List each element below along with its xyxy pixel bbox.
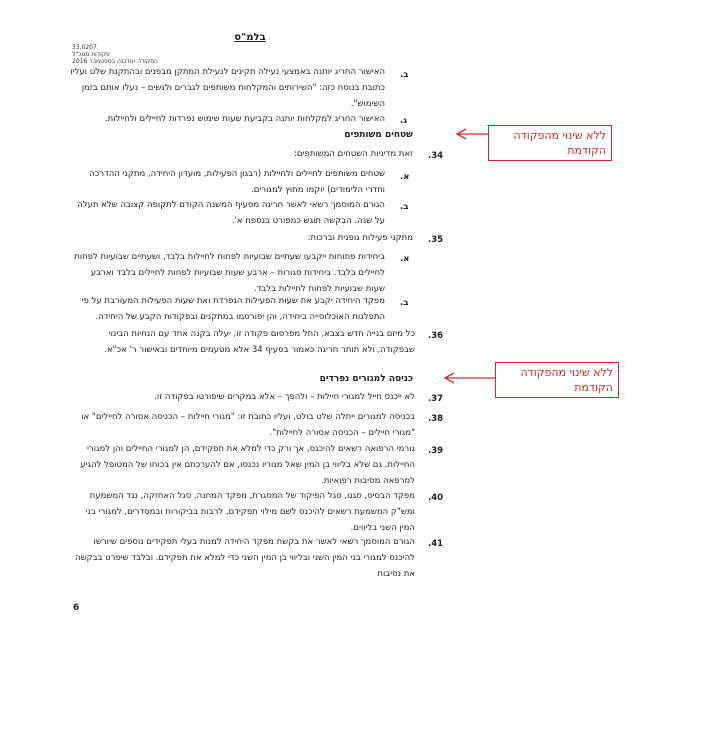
- order-series: פקודות מטכ"ל: [72, 51, 110, 58]
- page-number: 6: [73, 603, 80, 613]
- update-note: הפקודה עודכנה בספטמבר 2016: [72, 58, 158, 65]
- section-text: בכניסה למגורים ייתלה שלט בולט, ועליו כתובת זו: "מגורי חיילות – הכניסה אסורה לחיילים" או "מגורי חיילים – הכניסה אסורה לחיילות".: [81, 412, 415, 438]
- section-text: הגורם המוסמך רשאי לאשר חריגה מסעיף המשנה הקודם לתקופה קצובה שלא תעלה על שנה. הבקשה תוגש כמפורט בנספח א'.: [77, 200, 385, 226]
- section-marker: .א: [400, 254, 410, 264]
- section-marker: .א: [400, 172, 410, 182]
- section-heading: שטחים משותפים: [344, 130, 413, 140]
- section-marker: .40: [428, 493, 444, 503]
- section-text: גורמי הרפואה רשאים להיכנס, אך ורק כדי למלא את תפקידם, הן למגורי החיילים והן למגורי החיילות, גם שלא בליווי בן המין שאל מגוריו נכנסו, אם להערכתם אין בכוחו של המטופל להגיע למרפאה מסיבות רפואיות.: [80, 444, 415, 486]
- section-marker: .41: [428, 539, 444, 549]
- section-text: האישור החריג למקלחות יותנה בקביעת שעות שימוש נפרדות לחיילים ולחיילות.: [104, 114, 385, 124]
- section-text: שטחים משותפים לחיילים ולחיילות (רבגון הפעילות, מועדון היחידה, מתקני ההדרכה וחדרי הלימודים) יוקמו מחוץ למגורים.: [89, 169, 385, 195]
- section-text: זאת מדיניות השטחים המשותפים:: [294, 149, 413, 159]
- revision-callout: ללא שינוי מהפקודה הקודמת: [495, 362, 619, 398]
- section-text: מתקני פעילות גופנית וברכות:: [307, 233, 413, 243]
- section-marker: .37: [428, 394, 444, 404]
- revision-callout: ללא שינוי מהפקודה הקודמת: [488, 125, 612, 161]
- classification-label: בלמ"ס: [234, 32, 266, 43]
- callout-arrow: [445, 373, 495, 383]
- section-marker: .ב: [400, 298, 409, 308]
- section-marker: .39: [428, 446, 444, 456]
- section-text: האישור החריג יותנה באמצעי נעילה תקינים לנעילת המתקן מבפנים ובהתקנת שלט ועליו כתובת בנוסח כזה: "השירותים והמקלחות משותפים לגברים ולנשים – נעלו אותם בזמן השימוש".: [70, 67, 385, 109]
- section-marker: .ב: [400, 70, 409, 80]
- section-marker: .ג: [400, 116, 408, 126]
- section-text: לא ייכנס חייל למגורי חיילות – ולהפך – אלא במקרים שיפורטו בפקודה זו.: [154, 392, 415, 402]
- order-number: 33.0207: [72, 44, 97, 51]
- section-marker: .34: [428, 151, 444, 161]
- section-text: מפקד הבסיס, סגנו, סגל הפיקוד של המסגרת, מפקד המחנה, סגל האחזקה, נגד המשמעת ומש"ק המשמעת רשאים להיכנס לשם מילוי תפקידם, לרבות בביקורות ובמסדרים, למגורי בני המין השני בליווים.: [85, 491, 415, 533]
- section-marker: .ב: [400, 202, 409, 212]
- section-marker: .36: [428, 331, 444, 341]
- section-heading: כניסה למגורים נפרדים: [319, 374, 413, 384]
- section-text: מפקד היחידה יקבע את שעות הפעילות הנפרדת ואת שעות הפעילות המעורבת על פי התפלגות האוכלוסייה ביחידה, והן יפורסמו במתקנים ובפקודות הקבע של היחידה.: [81, 296, 385, 322]
- section-marker: .35: [428, 235, 444, 245]
- section-text: ביחידות פתוחות ייקבעו שעתיים שבועיות לפחות לחיילות בלבד, ושעתיים שבועיות לפחות לחיילים בלבד. ביחידות סגורות – ארבע שעות שבועיות לפחות לחיילים בלבד וארבע שעות שבועיות לפחות לחיילות בלבד.: [74, 252, 385, 294]
- callout-arrow: [457, 129, 488, 139]
- section-marker: .38: [428, 414, 444, 424]
- section-text: הגורם המוסמך רשאי לאשר את בקשת מפקד היחידה למנות בעלי תפקידים נוספים שיורשו להיכנס למגורי בני המין השני ובליווי בן המין השני כדי למלא את תפקידם. ובלבד שיפרט בבקשה את נסיבות: [75, 537, 415, 579]
- section-text: כל מיזם בנייה חדש בצבא, החל מפרסום פקודה זו, יעלה בקנה אחד עם הנחיות הבינוי שבפקודה, ולא תותר חריגה כאמור בסעיף 34 אלא מטעמים מיוחדים ובאישור ר' אכ"א.: [104, 329, 415, 355]
